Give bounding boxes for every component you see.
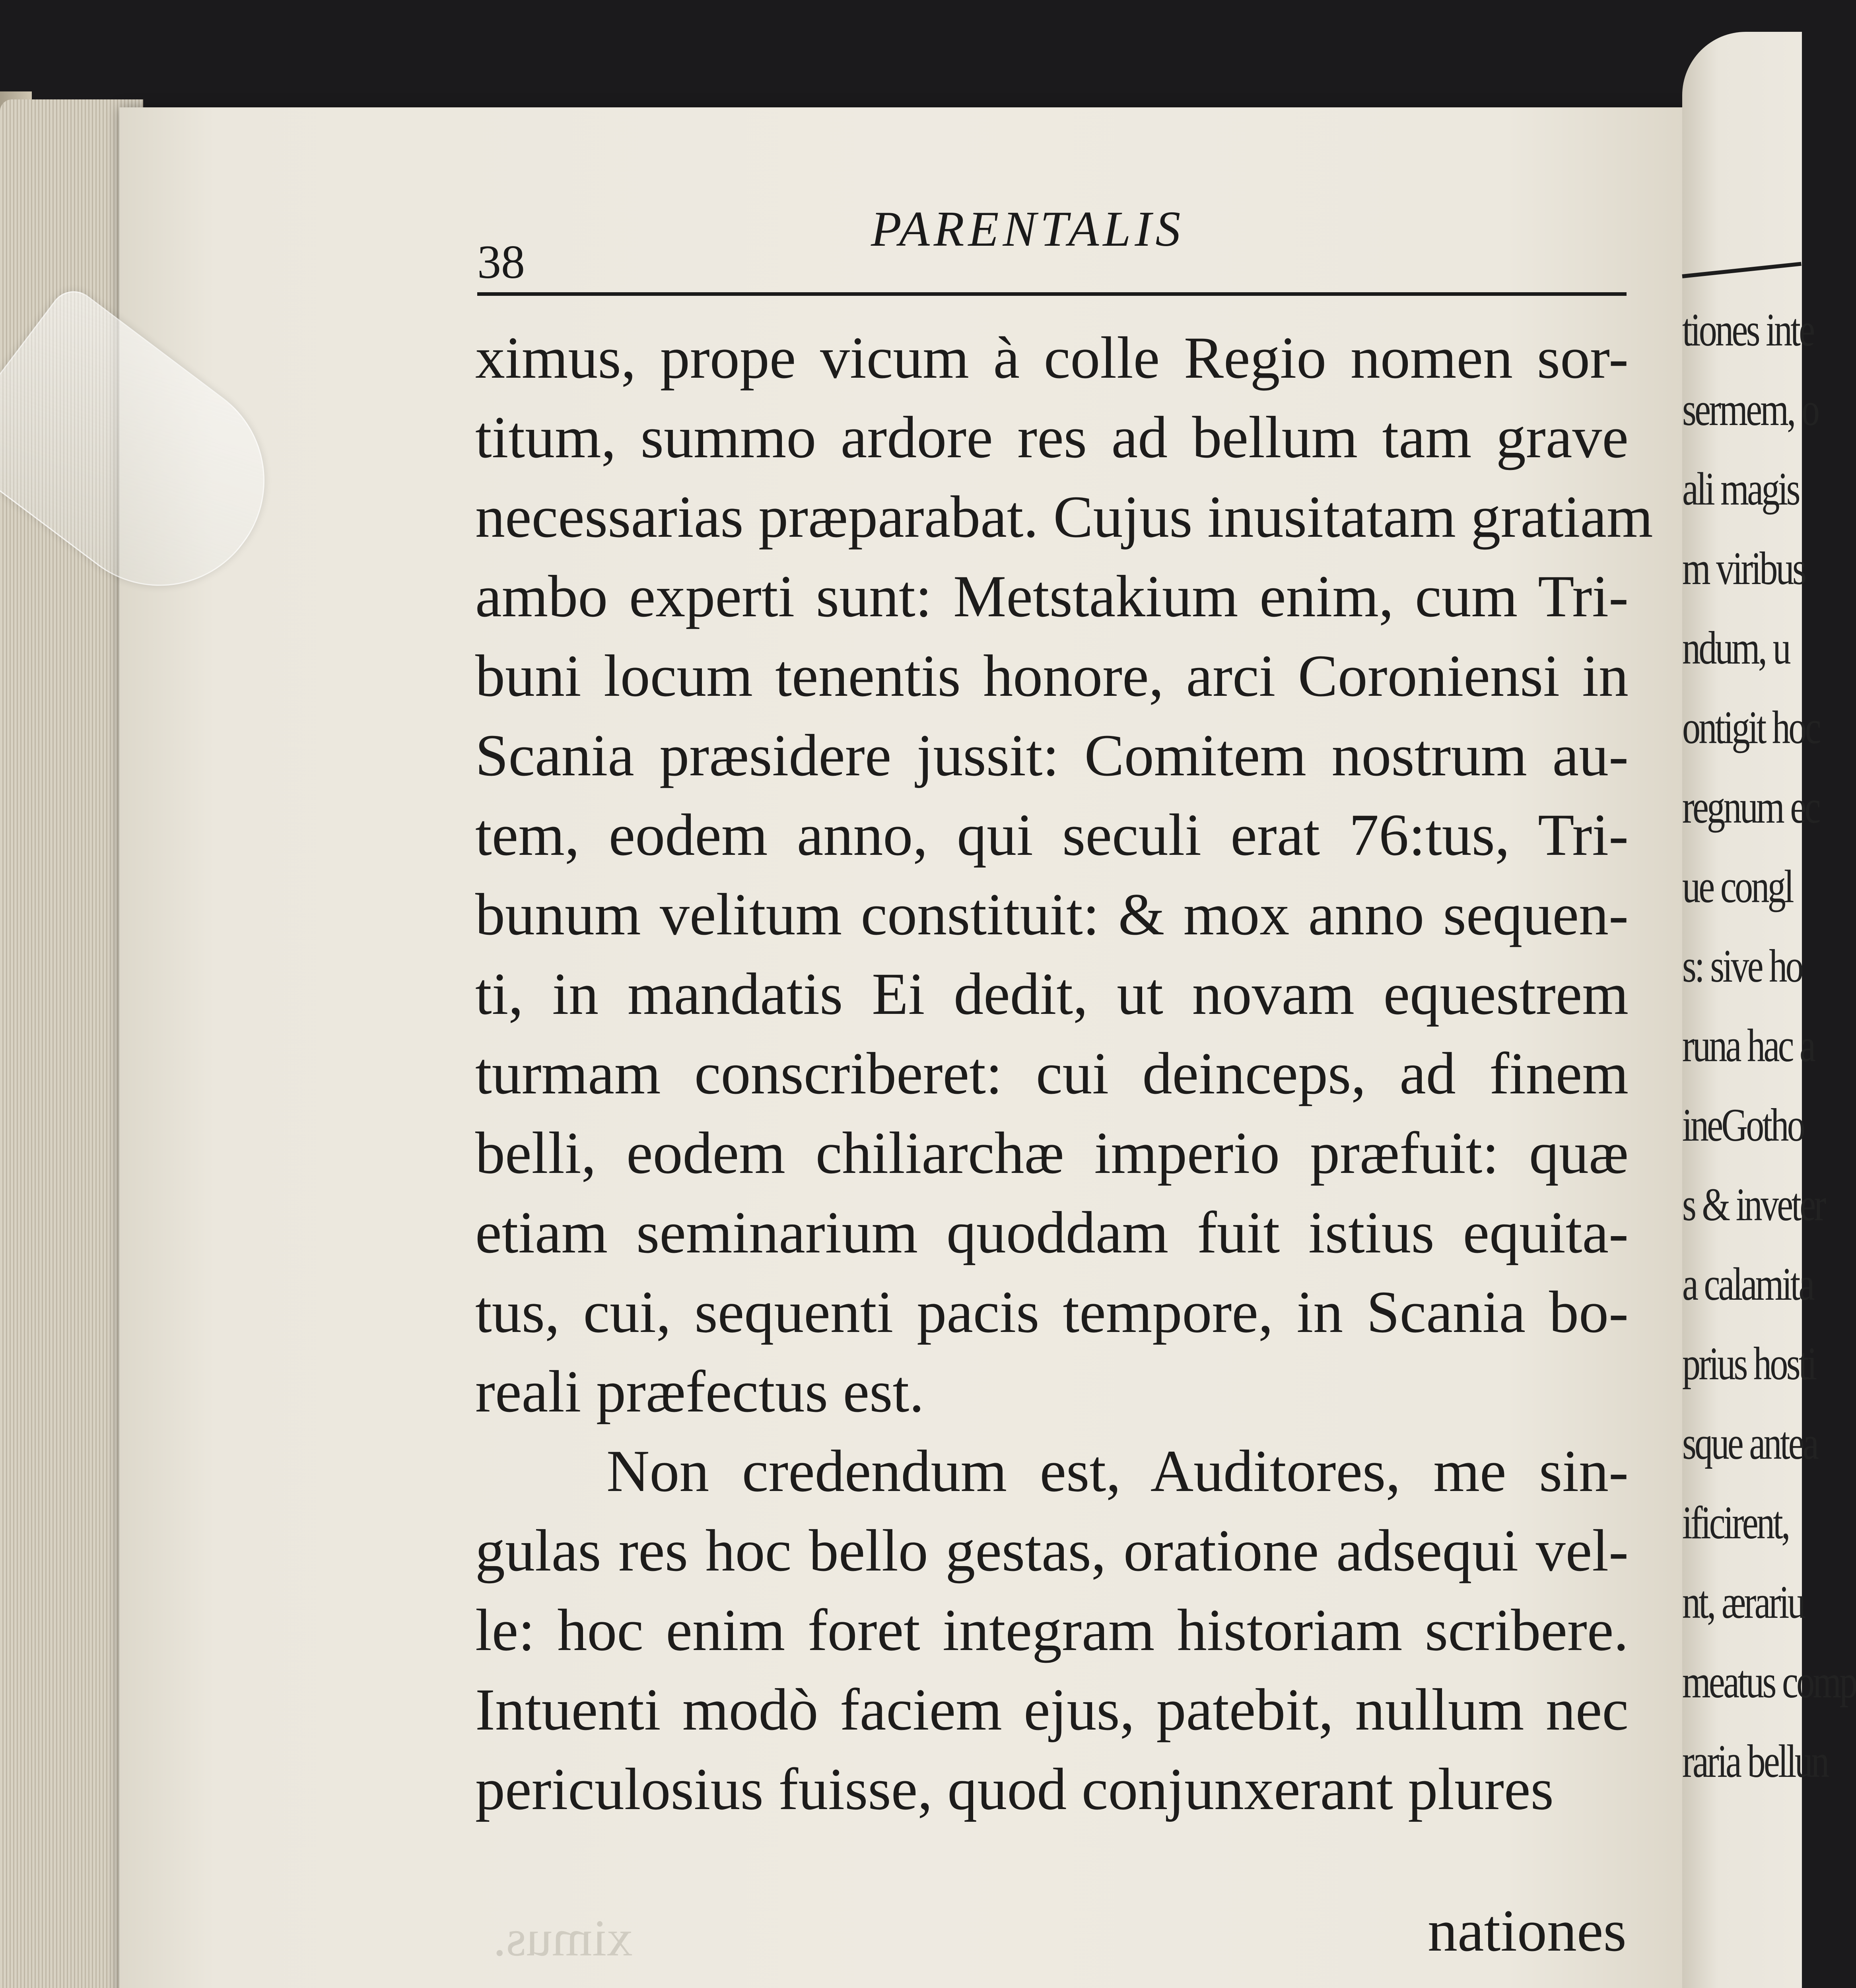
text-line: tus, cui, sequenti pacis tempore, in Scania bo-	[475, 1279, 1629, 1345]
facing-page-header-rule	[1682, 262, 1801, 278]
facing-page-line: tiones inte	[1682, 304, 1813, 356]
facing-page-line: nt, ærariu	[1682, 1576, 1804, 1628]
facing-page-line: regnum ec	[1682, 781, 1819, 833]
facing-page-line: m viribus	[1682, 542, 1805, 594]
text-line: necessarias præparabat. Cujus inusitatam gratiam	[475, 484, 1653, 550]
facing-page-line: ali magis	[1682, 463, 1799, 515]
facing-page-line: ndum, u	[1682, 622, 1789, 674]
facing-page-line: ontigit hoc	[1682, 701, 1819, 753]
text-line: Non credendum est, Auditores, me sin-	[606, 1438, 1629, 1504]
text-line: reali præfectus est.	[475, 1359, 924, 1425]
text-line: etiam seminarium quoddam fuit istius equita-	[475, 1200, 1629, 1266]
facing-page-line: prius hosti	[1682, 1338, 1815, 1390]
facing-page-line: ineGotho	[1682, 1099, 1804, 1151]
facing-page-line: sque antea	[1682, 1417, 1817, 1469]
header-rule	[477, 292, 1627, 296]
facing-page-line: sermem, o	[1682, 383, 1818, 435]
text-line: belli, eodem chiliarchæ imperio præfuit: quæ	[475, 1120, 1629, 1186]
facing-page	[1682, 32, 1856, 1988]
text-line: turmam conscriberet: cui deinceps, ad finem	[475, 1041, 1629, 1107]
text-line: bunum velitum constituit: & mox anno sequen-	[475, 881, 1629, 947]
text-line: Intuenti modò faciem ejus, patebit, nullum nec	[475, 1677, 1629, 1743]
text-line: periculosius fuisse, quod conjunxerant plures	[475, 1756, 1554, 1822]
text-line: buni locum tenentis honore, arci Coroniensi in	[475, 643, 1629, 709]
facing-page-line: ificirent,	[1682, 1497, 1789, 1549]
facing-page-line: meatus comp	[1682, 1656, 1856, 1708]
catchword: nationes	[1428, 1898, 1627, 1964]
text-line: ambo experti sunt: Metstakium enim, cum Tri-	[475, 563, 1629, 629]
facing-page-line: ue congl	[1682, 860, 1792, 912]
facing-page-line: s & inveter	[1682, 1178, 1825, 1231]
text-line: titum, summo ardore res ad bellum tam grave	[475, 404, 1629, 470]
text-line: ximus, prope vicum à colle Regio nomen sor-	[475, 325, 1629, 391]
facing-page-line: s: sive ho	[1682, 940, 1802, 992]
text-line: tem, eodem anno, qui seculi erat 76:tus, Tri-	[475, 802, 1629, 868]
facing-page-line: raria bellun	[1682, 1735, 1828, 1787]
text-line: gulas res hoc bello gestas, oratione adsequi vel-	[475, 1518, 1629, 1584]
body-text	[475, 318, 1653, 1829]
text-line: le: hoc enim foret integram historiam scribere.	[475, 1597, 1629, 1663]
text-line: Scania præsidere jussit: Comitem nostrum au-	[475, 722, 1629, 788]
running-head: PARENTALIS	[871, 202, 1185, 257]
text-line: ti, in mandatis Ei dedit, ut novam equestrem	[475, 961, 1629, 1027]
facing-page-line: a calamita	[1682, 1258, 1813, 1310]
page-number: 38	[477, 235, 525, 288]
show-through-text: ximus.	[493, 1910, 633, 1967]
facing-page-text	[1682, 290, 1856, 1801]
facing-page-line: runa hac a	[1682, 1019, 1814, 1072]
